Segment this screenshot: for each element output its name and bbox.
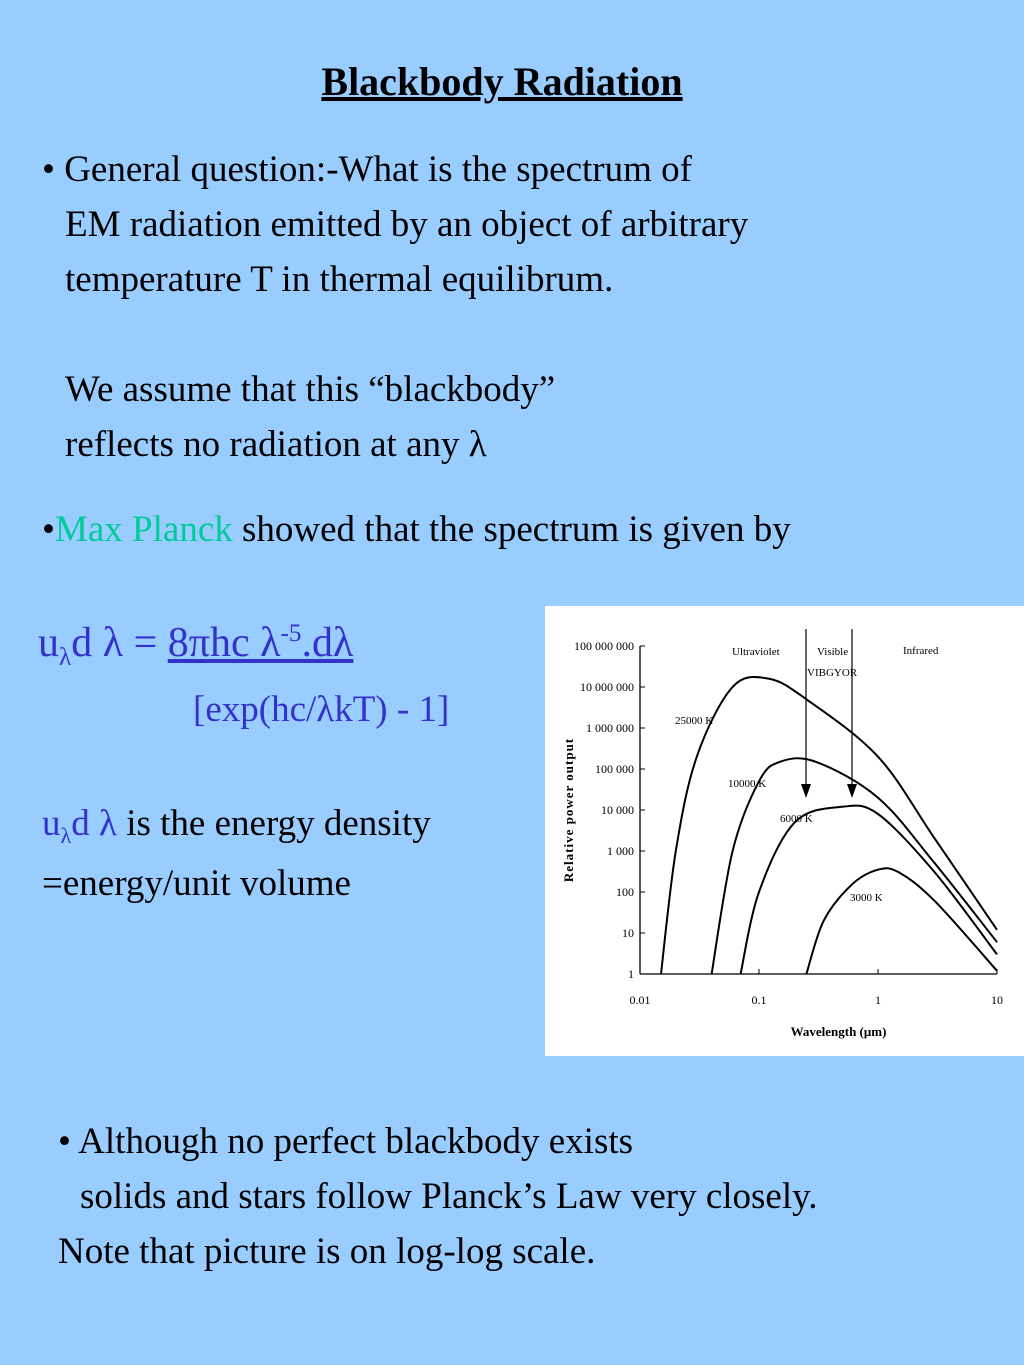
x-tick-label: 0.01 xyxy=(629,993,651,1007)
formula-u: u xyxy=(38,620,59,666)
bullet1-line4: We assume that this “blackbody” xyxy=(65,369,556,410)
curve-6000k xyxy=(741,806,997,974)
formula-lambda-subscript: λ xyxy=(59,643,72,671)
curve-label: 10000 K xyxy=(728,778,767,790)
formula-denominator: [exp(hc/λkT) - 1] xyxy=(193,689,450,730)
formula-numerator xyxy=(168,620,354,666)
y-tick-label: 100 000 xyxy=(595,762,634,776)
definition-text: is the energy density xyxy=(116,803,431,844)
curve-label: 25000 K xyxy=(675,715,714,727)
definition-line1 xyxy=(42,802,431,849)
bullet2 xyxy=(42,508,791,552)
bullet1-line5: reflects no radiation at any λ xyxy=(65,424,487,465)
bullet1-line2: EM radiation emitted by an object of arbitrary xyxy=(65,204,749,245)
y-tick-label: 1 000 xyxy=(607,844,634,858)
formula-dlambda: .dλ xyxy=(301,620,354,666)
y-tick-label: 10 000 xyxy=(601,803,634,817)
max-planck-name: Max Planck xyxy=(54,509,233,550)
bullet1-line1: • General question:-What is the spectrum of xyxy=(42,149,692,190)
formula-lhs: d λ = xyxy=(71,620,168,666)
y-tick-label: 10 000 000 xyxy=(580,680,634,694)
blackbody-chart xyxy=(545,606,1024,1056)
arrow-head-icon xyxy=(801,784,811,798)
planck-formula xyxy=(38,618,353,673)
region-label-infrared: Infrared xyxy=(903,645,939,657)
y-tick-label: 1 000 000 xyxy=(586,721,634,735)
bullet2-marker: • xyxy=(42,509,55,550)
region-label-vibgyor: VIBGYOR xyxy=(807,667,858,679)
formula-exponent: -5 xyxy=(280,619,302,647)
bullet3-line2: solids and stars follow Planck’s Law very closely. xyxy=(80,1176,818,1217)
y-tick-label: 1 xyxy=(628,967,634,981)
bullet2-text: showed that the spectrum is given by xyxy=(232,509,791,550)
definition-dlambda: d λ xyxy=(71,803,117,844)
curve-label: 3000 K xyxy=(850,892,883,904)
x-tick-label: 1 xyxy=(875,993,881,1007)
formula-numerator-text: 8πhc λ xyxy=(167,620,281,666)
bullet1-line3: temperature T in thermal equilibrum. xyxy=(65,259,614,300)
y-tick-label: 100 000 000 xyxy=(574,639,634,653)
x-tick-label: 10 xyxy=(991,993,1003,1007)
arrow-head-icon xyxy=(847,784,857,798)
definition-line2: =energy/unit volume xyxy=(42,863,351,904)
x-axis-label: Wavelength (μm) xyxy=(790,1024,887,1039)
y-tick-label: 10 xyxy=(622,926,634,940)
bullet3-line3: Note that picture is on log-log scale. xyxy=(58,1231,596,1272)
x-tick-label: 0.1 xyxy=(751,993,767,1007)
definition-lambda-subscript: λ xyxy=(60,822,72,848)
region-label-ultraviolet: Ultraviolet xyxy=(732,646,780,658)
y-tick-label: 100 xyxy=(616,885,634,899)
curve-3000k xyxy=(806,868,997,974)
definition-u: u xyxy=(42,803,61,844)
curve-label: 6000 K xyxy=(780,813,813,825)
page-title: Blackbody Radiation xyxy=(321,59,683,104)
bullet3-line1: • Although no perfect blackbody exists xyxy=(58,1121,634,1162)
region-label-visible: Visible xyxy=(817,646,849,658)
chart-svg xyxy=(545,606,1024,1056)
y-axis-label: Relative power output xyxy=(561,737,576,883)
